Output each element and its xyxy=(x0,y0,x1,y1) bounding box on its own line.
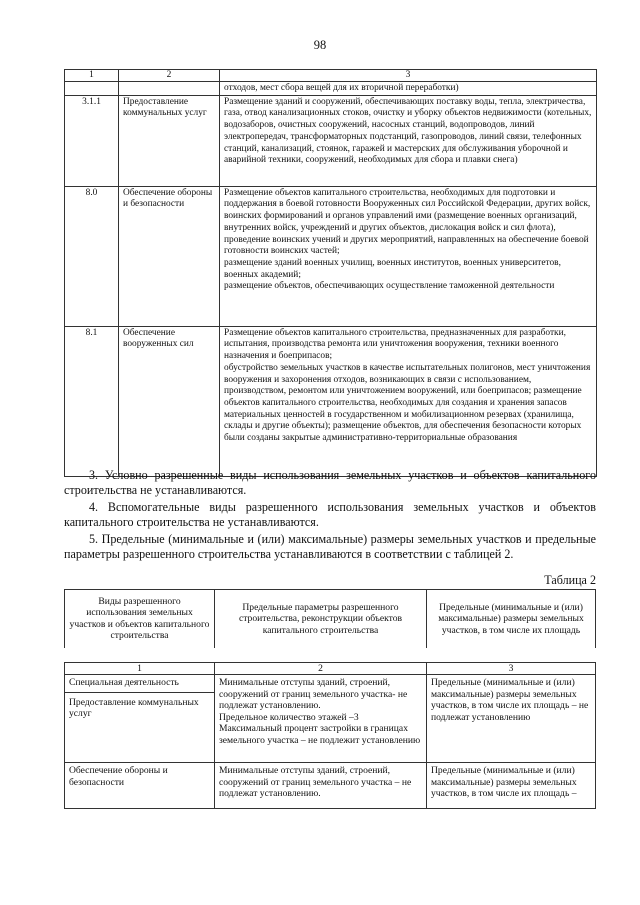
header-build-parameters: Предельные параметры разрешенного строительства, реконструкции объектов капитального строительства xyxy=(215,590,427,648)
build-parameters: Минимальные отступы зданий, строений, сооружений от границ земельного участка – не подлежат установлению. xyxy=(215,763,427,809)
use-group: Специальная деятельность xyxy=(69,677,179,688)
column-number: 3 xyxy=(220,70,597,82)
use-description: Размещение объектов капитального строительства, необходимых для подготовки и поддержания в боевой готовности Вооруженных сил Российской Федерации, других войск, воинских формирований и органов управлений ими (размещение военных организаций, внутренних войск, учреждений и других объектов, дислокация войск и сил флота), проведение воинских учений и других мероприятий, направленных на обеспечение боевой готовности воинских частей; размещение зданий военных училищ, военных институтов, военных университетов, военных академий; размещение объектов, обеспечивающих осуществление таможенной деятельности xyxy=(220,186,597,326)
column-number: 2 xyxy=(215,663,427,675)
table-2-label: Таблица 2 xyxy=(544,573,596,587)
land-use-types-table xyxy=(64,69,597,477)
column-number: 3 xyxy=(427,663,596,675)
use-name: Обеспечение обороны и безопасности xyxy=(65,763,215,809)
table-row xyxy=(65,95,597,186)
plot-size: Предельные (минимальные и (или) максимальные) размеры земельных участков, в том числе их площадь – не подлежат установлению xyxy=(427,675,596,763)
table-row xyxy=(65,763,596,809)
limit-parameters-table xyxy=(64,662,596,809)
use-code: 8.1 xyxy=(65,326,119,476)
use-name: Обеспечение обороны и безопасности xyxy=(119,186,220,326)
column-number: 1 xyxy=(65,663,215,675)
paragraph-3: 3. Условно разрешенные виды использования земельных участков и объектов капитального строительства не устанавливаются. xyxy=(64,468,596,498)
use-code: 3.1.1 xyxy=(65,95,119,186)
table-row xyxy=(65,326,597,476)
table-2-header xyxy=(64,589,596,648)
use-description: Размещение объектов капитального строительства, предназначенных для разработки, испытания, производства ремонта или уничтожения вооружения, техники военного назначения и боеприпасов; обустройство земельных участков в качестве испытательных полигонов, мест уничтожения вооружения и захоронения отходов, возникающих в связи с использованием, производством, ремонтом или уничтожением вооружений, или боеприпасов; размещение объектов капитального строительства, необходимых для создания и хранения запасов материальных ценностей в государственном и мобилизационном резервах (хранилища, склады и другие объекты); размещение объектов, для обеспечения безопасности которых были созданы закрытые административно-территориальные образования xyxy=(220,326,597,476)
page-number: 98 xyxy=(313,38,327,52)
plot-size: Предельные (минимальные и (или) максимальные) размеры земельных участков, в том числе их площадь – xyxy=(427,763,596,809)
column-number: 1 xyxy=(65,70,119,82)
use-description: Размещение зданий и сооружений, обеспечивающих поставку воды, тепла, электричества, газа, отвод канализационных стоков, очистку и уборку объектов недвижимости (котельных, водозаборов, очистных сооружений, насосных станций, водопроводов, линий электропередач, трансформаторных подстанций, газопроводов, линий связи, телефонных станций, канализаций, стоянок, гаражей и мастерских для обслуживания уборочной и аварийной техники, сооружений, необходимых для сбора и плавки снега) xyxy=(220,95,597,186)
continuation-text: отходов, мест сбора вещей для их вторичной переработки) xyxy=(220,82,597,96)
use-name: Предоставление коммунальных услуг xyxy=(119,95,220,186)
table-row xyxy=(65,82,597,96)
table-header-row xyxy=(65,70,597,82)
build-parameters: Минимальные отступы зданий, строений, сооружений от границ земельного участка- не подлежат установлению. Предельное количество этажей –3 Максимальный процент застройки в границах земельного участка – не подлежит установлению xyxy=(215,675,427,763)
use-name: Предоставление коммунальных услуг xyxy=(65,692,214,720)
header-land-use-type: Виды разрешенного использования земельных участков и объектов капитального строительства xyxy=(65,590,215,648)
column-number: 2 xyxy=(119,70,220,82)
use-code: 8.0 xyxy=(65,186,119,326)
use-name: Обеспечение вооруженных сил xyxy=(119,326,220,476)
table-row xyxy=(65,675,596,763)
paragraph-5: 5. Предельные (минимальные и (или) максимальные) размеры земельных участков и предельные параметры разрешенного строительства устанавливаются в соответствии с таблицей 2. xyxy=(64,532,596,562)
table-row xyxy=(65,186,597,326)
header-plot-size: Предельные (минимальные и (или) максимальные) размеры земельных участков, в том числе их площадь xyxy=(427,590,596,648)
table-header-row xyxy=(65,663,596,675)
paragraph-4: 4. Вспомогательные виды разрешенного использования земельных участков и объектов капитального строительства не устанавливаются. xyxy=(64,500,596,530)
